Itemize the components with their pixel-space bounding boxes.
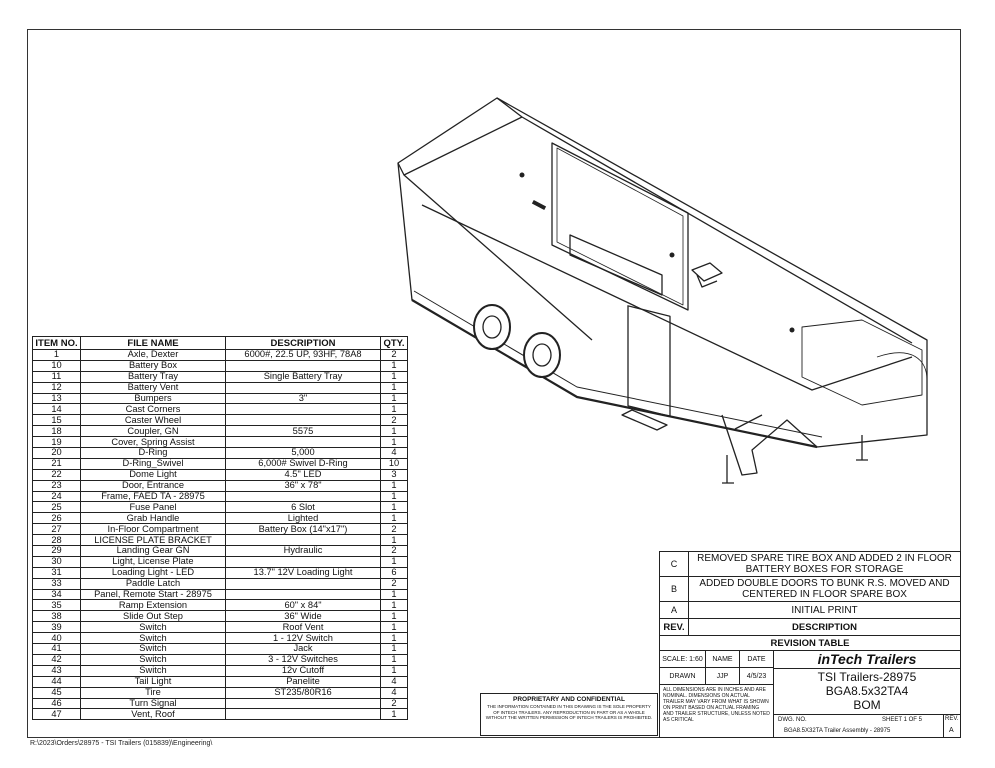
bom-row xyxy=(33,633,408,644)
title-line-2: BGA8.5x32TA4 xyxy=(825,684,909,698)
bom-row xyxy=(33,513,408,524)
bom-description: 12v Cutoff xyxy=(226,665,381,676)
bom-file-name: Switch xyxy=(81,622,226,633)
bom-item-no: 15 xyxy=(33,415,81,426)
revision-table-title: REVISION TABLE xyxy=(659,635,961,651)
bom-qty: 4 xyxy=(381,448,408,459)
revision-letter: C xyxy=(660,552,689,576)
bom-item-no: 35 xyxy=(33,600,81,611)
bom-file-name: Cover, Spring Assist xyxy=(81,437,226,448)
bom-file-name: D-Ring_Swivel xyxy=(81,458,226,469)
bom-file-name: Turn Signal xyxy=(81,698,226,709)
bom-qty: 1 xyxy=(381,513,408,524)
name-label: NAME xyxy=(706,651,740,668)
bom-row xyxy=(33,360,408,371)
bom-qty: 1 xyxy=(381,611,408,622)
bom-col-item-no: ITEM NO. xyxy=(33,337,81,350)
bom-description xyxy=(226,535,381,546)
drawn-name: JJP xyxy=(706,668,740,685)
bom-row xyxy=(33,665,408,676)
bom-item-no: 26 xyxy=(33,513,81,524)
bom-row xyxy=(33,578,408,589)
bom-col-description: DESCRIPTION xyxy=(226,337,381,350)
bom-description: 5575 xyxy=(226,426,381,437)
bom-item-no: 20 xyxy=(33,448,81,459)
bom-file-name: Switch xyxy=(81,644,226,655)
bom-qty: 1 xyxy=(381,709,408,720)
trailer-body-outline xyxy=(398,98,927,447)
bom-qty: 10 xyxy=(381,458,408,469)
bom-file-name: In-Floor Compartment xyxy=(81,524,226,535)
bom-file-name: Tire xyxy=(81,687,226,698)
bom-description xyxy=(226,578,381,589)
bom-item-no: 45 xyxy=(33,687,81,698)
drawn-date: 4/5/23 xyxy=(740,668,774,685)
title-block xyxy=(659,650,961,738)
bom-description: 36" Wide xyxy=(226,611,381,622)
bom-description: ST235/80R16 xyxy=(226,687,381,698)
bom-row xyxy=(33,709,408,720)
bom-file-name: Battery Vent xyxy=(81,382,226,393)
bom-description: 60" x 84" xyxy=(226,600,381,611)
revision-row-c xyxy=(659,551,961,576)
bom-description xyxy=(226,404,381,415)
revision-header-row xyxy=(659,618,961,635)
bom-description: Roof Vent xyxy=(226,622,381,633)
bom-file-name: Light, License Plate xyxy=(81,556,226,567)
bom-qty: 6 xyxy=(381,567,408,578)
revision-table xyxy=(659,551,961,651)
rev-value: A xyxy=(949,727,954,734)
bom-row xyxy=(33,448,408,459)
bom-item-no: 31 xyxy=(33,567,81,578)
bom-description xyxy=(226,589,381,600)
bom-item-no: 10 xyxy=(33,360,81,371)
bom-file-name: Tail Light xyxy=(81,676,226,687)
bom-file-name: Door, Entrance xyxy=(81,480,226,491)
bom-row xyxy=(33,382,408,393)
bom-qty: 1 xyxy=(381,491,408,502)
bom-file-name: Coupler, GN xyxy=(81,426,226,437)
bom-qty: 1 xyxy=(381,665,408,676)
proprietary-body: THE INFORMATION CONTAINED IN THIS DRAWING IS THE SOLE PROPERTY OF INTECH TRAILERS. ANY REPRODUCTION IN PART OR AS A WHOLE WITHOUT THE WRITTEN PERMISSION OF INTECH TRAILERS IS PROHIBITED. xyxy=(485,704,653,720)
bom-item-no: 28 xyxy=(33,535,81,546)
bom-file-name: Switch xyxy=(81,665,226,676)
bom-qty: 2 xyxy=(381,698,408,709)
drawn-label: DRAWN xyxy=(660,668,706,685)
bom-description xyxy=(226,360,381,371)
bom-qty: 1 xyxy=(381,556,408,567)
bom-row xyxy=(33,371,408,382)
proprietary-title: PROPRIETARY AND CONFIDENTIAL xyxy=(513,696,625,703)
bom-item-no: 40 xyxy=(33,633,81,644)
bom-item-no: 39 xyxy=(33,622,81,633)
bom-row xyxy=(33,654,408,665)
proprietary-notice xyxy=(480,693,658,736)
bom-description: Panelite xyxy=(226,676,381,687)
bom-qty: 2 xyxy=(381,578,408,589)
bom-item-no: 1 xyxy=(33,350,81,361)
revision-header-description: DESCRIPTION xyxy=(792,621,857,633)
bom-description: Battery Box (14"x17") xyxy=(226,524,381,535)
bom-description xyxy=(226,698,381,709)
bom-item-no: 11 xyxy=(33,371,81,382)
bom-qty: 4 xyxy=(381,687,408,698)
bom-item-no: 14 xyxy=(33,404,81,415)
bom-file-name: Landing Gear GN xyxy=(81,546,226,557)
bom-qty: 1 xyxy=(381,480,408,491)
bom-row xyxy=(33,458,408,469)
bom-item-no: 13 xyxy=(33,393,81,404)
bom-row xyxy=(33,491,408,502)
bom-qty: 1 xyxy=(381,371,408,382)
bom-item-no: 44 xyxy=(33,676,81,687)
bom-qty: 2 xyxy=(381,350,408,361)
bom-item-no: 34 xyxy=(33,589,81,600)
bom-qty: 2 xyxy=(381,415,408,426)
bom-file-name: Switch xyxy=(81,633,226,644)
bom-description xyxy=(226,415,381,426)
bom-row xyxy=(33,437,408,448)
file-path-text: R:\2023\Orders\28975 - TSI Trailers (015839)\Engineering\ xyxy=(30,740,213,747)
bom-item-no: 27 xyxy=(33,524,81,535)
bom-item-no: 18 xyxy=(33,426,81,437)
bom-item-no: 21 xyxy=(33,458,81,469)
bom-item-no: 22 xyxy=(33,469,81,480)
bom-description: 5,000 xyxy=(226,448,381,459)
bom-file-name: Caster Wheel xyxy=(81,415,226,426)
bom-file-name: Grab Handle xyxy=(81,513,226,524)
bom-qty: 1 xyxy=(381,437,408,448)
revision-letter: A xyxy=(660,602,689,618)
bom-row xyxy=(33,644,408,655)
bom-qty: 1 xyxy=(381,426,408,437)
bom-qty: 1 xyxy=(381,502,408,513)
bom-qty: 2 xyxy=(381,524,408,535)
bom-item-no: 23 xyxy=(33,480,81,491)
bom-col-file-name: FILE NAME xyxy=(81,337,226,350)
bom-file-name: Switch xyxy=(81,654,226,665)
bom-item-no: 25 xyxy=(33,502,81,513)
bom-item-no: 38 xyxy=(33,611,81,622)
bom-qty: 1 xyxy=(381,382,408,393)
bom-file-name: Slide Out Step xyxy=(81,611,226,622)
scale-cell: SCALE: 1:60 xyxy=(660,651,706,668)
dimension-note: ALL DIMENSIONS ARE IN INCHES AND ARE NOMINAL. DIMENSIONS ON ACTUAL TRAILER MAY VARY FROM WHAT IS SHOWN ON PRINT BASED ON ACTUAL FRAMING AND TRAILER STRUCTURE, UNLESS NOTED AS CRITICAL xyxy=(660,685,774,738)
bom-row xyxy=(33,611,408,622)
bom-row xyxy=(33,546,408,557)
bom-qty: 3 xyxy=(381,469,408,480)
bom-file-name: Frame, FAED TA - 28975 xyxy=(81,491,226,502)
bom-file-name: LICENSE PLATE BRACKET xyxy=(81,535,226,546)
axle-wheels xyxy=(474,305,560,377)
bom-file-name: Vent, Roof xyxy=(81,709,226,720)
entrance-door xyxy=(628,306,670,416)
rev-label: REV. xyxy=(945,716,959,722)
bom-description: 13.7" 12V Loading Light xyxy=(226,567,381,578)
bom-row xyxy=(33,415,408,426)
bom-qty: 1 xyxy=(381,644,408,655)
bom-row xyxy=(33,469,408,480)
bom-file-name: Loading Light - LED xyxy=(81,567,226,578)
bom-file-name: Dome Light xyxy=(81,469,226,480)
bom-row xyxy=(33,622,408,633)
bom-body xyxy=(33,350,408,720)
bom-row xyxy=(33,480,408,491)
bom-qty: 1 xyxy=(381,360,408,371)
sheet-number: SHEET 1 OF 5 xyxy=(882,717,922,723)
bom-item-no: 30 xyxy=(33,556,81,567)
bom-row xyxy=(33,393,408,404)
bom-row xyxy=(33,426,408,437)
bom-item-no: 42 xyxy=(33,654,81,665)
drawing-number-cell xyxy=(774,714,960,739)
bom-qty: 1 xyxy=(381,633,408,644)
company-name: inTech Trailers xyxy=(774,651,960,669)
bom-description: Hydraulic xyxy=(226,546,381,557)
bom-file-name: Paddle Latch xyxy=(81,578,226,589)
bom-row xyxy=(33,350,408,361)
bom-description: 3" xyxy=(226,393,381,404)
bom-qty: 1 xyxy=(381,535,408,546)
bom-item-no: 33 xyxy=(33,578,81,589)
bom-description xyxy=(226,709,381,720)
bom-item-no: 29 xyxy=(33,546,81,557)
bom-row xyxy=(33,600,408,611)
title-line-1: TSI Trailers-28975 xyxy=(817,670,917,684)
bom-row xyxy=(33,535,408,546)
revision-row-a xyxy=(659,601,961,618)
bom-description: 6000#, 22.5 UP, 93HF, 78A8 xyxy=(226,350,381,361)
bom-row xyxy=(33,567,408,578)
bom-file-name: Axle, Dexter xyxy=(81,350,226,361)
bom-qty: 4 xyxy=(381,676,408,687)
bom-description: 36" x 78" xyxy=(226,480,381,491)
bom-description xyxy=(226,556,381,567)
bom-item-no: 12 xyxy=(33,382,81,393)
bom-description: Lighted xyxy=(226,513,381,524)
bom-qty: 1 xyxy=(381,404,408,415)
bom-file-name: Panel, Remote Start - 28975 xyxy=(81,589,226,600)
bom-file-name: Ramp Extension xyxy=(81,600,226,611)
bom-file-name: Battery Tray xyxy=(81,371,226,382)
bom-row xyxy=(33,404,408,415)
bom-description: 3 - 12V Switches xyxy=(226,654,381,665)
rev-cell xyxy=(943,714,960,738)
trailer-isometric-drawing xyxy=(392,95,932,490)
revision-description: ADDED DOUBLE DOORS TO BUNK R.S. MOVED AND CENTERED IN FLOOR SPARE BOX xyxy=(699,578,950,600)
date-label: DATE xyxy=(740,651,774,668)
bom-description xyxy=(226,491,381,502)
bom-item-no: 24 xyxy=(33,491,81,502)
bom-row xyxy=(33,698,408,709)
revision-header-rev: REV. xyxy=(660,619,689,635)
bom-item-no: 47 xyxy=(33,709,81,720)
bom-row xyxy=(33,556,408,567)
dwg-number: BGA8.5X32TA Trailer Assembly - 28975 xyxy=(784,728,891,734)
bom-row xyxy=(33,589,408,600)
bom-description: 4.5" LED xyxy=(226,469,381,480)
bill-of-materials-table xyxy=(32,336,408,720)
revision-letter: B xyxy=(660,577,689,601)
bom-col-qty: QTY. xyxy=(381,337,408,350)
bom-description: 6,000# Swivel D-Ring xyxy=(226,458,381,469)
bom-description: 6 Slot xyxy=(226,502,381,513)
title-line-3: BOM xyxy=(853,698,881,712)
bom-row xyxy=(33,524,408,535)
bom-row xyxy=(33,676,408,687)
bom-description: Single Battery Tray xyxy=(226,371,381,382)
bom-qty: 1 xyxy=(381,622,408,633)
revision-description: INITIAL PRINT xyxy=(791,604,858,616)
bom-row xyxy=(33,687,408,698)
bom-row xyxy=(33,502,408,513)
bom-file-name: Bumpers xyxy=(81,393,226,404)
bom-item-no: 46 xyxy=(33,698,81,709)
bom-description xyxy=(226,382,381,393)
bom-item-no: 19 xyxy=(33,437,81,448)
revision-row-b xyxy=(659,576,961,601)
bom-description: Jack xyxy=(226,644,381,655)
roof-vent xyxy=(692,263,722,281)
bom-description: 1 - 12V Switch xyxy=(226,633,381,644)
bom-item-no: 43 xyxy=(33,665,81,676)
bom-file-name: D-Ring xyxy=(81,448,226,459)
bom-qty: 1 xyxy=(381,600,408,611)
bom-file-name: Battery Box xyxy=(81,360,226,371)
bom-description xyxy=(226,437,381,448)
bom-qty: 2 xyxy=(381,546,408,557)
dwg-label: DWG. NO. xyxy=(778,717,807,723)
bom-qty: 1 xyxy=(381,589,408,600)
bom-qty: 1 xyxy=(381,393,408,404)
bom-file-name: Fuse Panel xyxy=(81,502,226,513)
bom-header-row xyxy=(33,337,408,350)
bom-item-no: 41 xyxy=(33,644,81,655)
revision-description: REMOVED SPARE TIRE BOX AND ADDED 2 IN FLOOR BATTERY BOXES FOR STORAGE xyxy=(697,553,952,575)
bom-qty: 1 xyxy=(381,654,408,665)
bom-file-name: Cast Corners xyxy=(81,404,226,415)
